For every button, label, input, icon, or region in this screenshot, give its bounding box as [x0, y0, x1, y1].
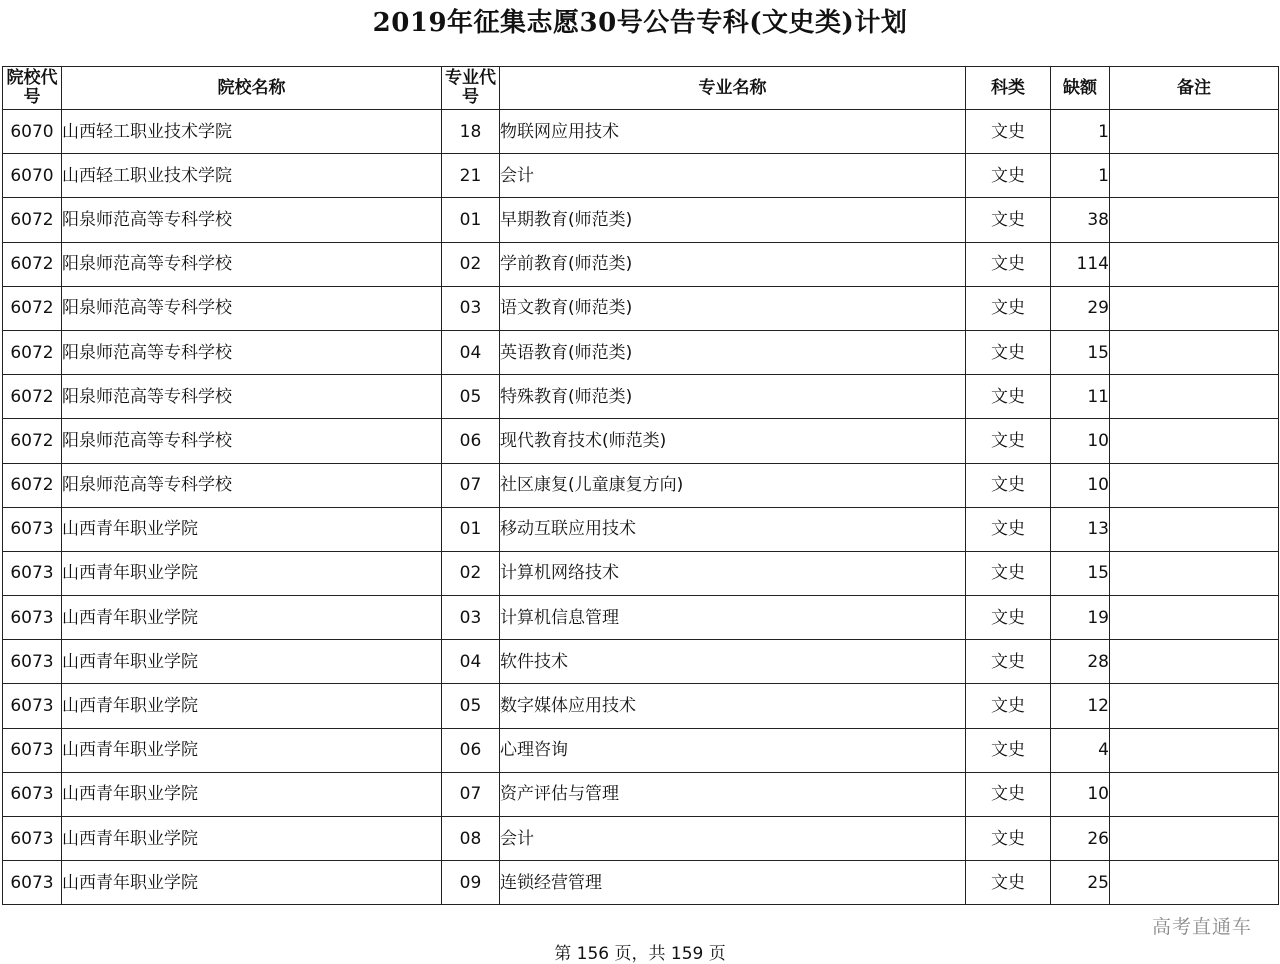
- school-name-cell: 山西青年职业学院: [62, 640, 442, 684]
- major-name-cell: 软件技术: [500, 640, 966, 684]
- quota-cell: 26: [1051, 817, 1110, 861]
- major-name-cell: 资产评估与管理: [500, 772, 966, 816]
- major-code-cell: 01: [442, 198, 500, 242]
- remarks-cell: [1110, 861, 1279, 905]
- major-code-cell: 04: [442, 330, 500, 374]
- table-row: [3, 817, 1279, 861]
- quota-cell: 25: [1051, 861, 1110, 905]
- category-cell: 文史: [966, 684, 1051, 728]
- major-code-cell: 04: [442, 640, 500, 684]
- school-code-cell: 6070: [3, 110, 62, 154]
- remarks-cell: [1110, 198, 1279, 242]
- quota-cell: 11: [1051, 375, 1110, 419]
- school-name-cell: 山西青年职业学院: [62, 507, 442, 551]
- category-cell: 文史: [966, 110, 1051, 154]
- school-name-cell: 阳泉师范高等专科学校: [62, 419, 442, 463]
- major-name-cell: 英语教育(师范类): [500, 330, 966, 374]
- table-row: [3, 640, 1279, 684]
- school-name-cell: 阳泉师范高等专科学校: [62, 198, 442, 242]
- remarks-cell: [1110, 728, 1279, 772]
- major-code-cell: 02: [442, 242, 500, 286]
- school-name-cell: 山西青年职业学院: [62, 728, 442, 772]
- quota-cell: 15: [1051, 330, 1110, 374]
- major-name-cell: 现代教育技术(师范类): [500, 419, 966, 463]
- table-body: [3, 110, 1279, 905]
- major-name-cell: 会计: [500, 154, 966, 198]
- major-name-cell: 移动互联应用技术: [500, 507, 966, 551]
- category-cell: 文史: [966, 154, 1051, 198]
- quota-cell: 10: [1051, 419, 1110, 463]
- school-code-cell: 6072: [3, 286, 62, 330]
- remarks-cell: [1110, 684, 1279, 728]
- school-code-cell: 6073: [3, 507, 62, 551]
- table-row: [3, 772, 1279, 816]
- header-remarks: 备注: [1110, 67, 1279, 110]
- quota-cell: 29: [1051, 286, 1110, 330]
- remarks-cell: [1110, 463, 1279, 507]
- school-name-cell: 山西青年职业学院: [62, 684, 442, 728]
- header-school-name: 院校名称: [62, 67, 442, 110]
- major-code-cell: 18: [442, 110, 500, 154]
- table-row: [3, 728, 1279, 772]
- category-cell: 文史: [966, 375, 1051, 419]
- category-cell: 文史: [966, 198, 1051, 242]
- category-cell: 文史: [966, 330, 1051, 374]
- remarks-cell: [1110, 772, 1279, 816]
- major-code-cell: 03: [442, 286, 500, 330]
- remarks-cell: [1110, 817, 1279, 861]
- header-quota: 缺额: [1051, 67, 1110, 110]
- quota-cell: 19: [1051, 596, 1110, 640]
- major-name-cell: 计算机网络技术: [500, 551, 966, 595]
- school-code-cell: 6073: [3, 684, 62, 728]
- school-code-cell: 6073: [3, 817, 62, 861]
- table-row: [3, 861, 1279, 905]
- school-name-cell: 山西青年职业学院: [62, 861, 442, 905]
- major-name-cell: 数字媒体应用技术: [500, 684, 966, 728]
- school-name-cell: 阳泉师范高等专科学校: [62, 463, 442, 507]
- quota-cell: 38: [1051, 198, 1110, 242]
- school-code-cell: 6073: [3, 596, 62, 640]
- remarks-cell: [1110, 507, 1279, 551]
- school-code-cell: 6073: [3, 728, 62, 772]
- school-name-cell: 山西青年职业学院: [62, 817, 442, 861]
- major-code-cell: 21: [442, 154, 500, 198]
- school-code-cell: 6073: [3, 861, 62, 905]
- quota-cell: 10: [1051, 463, 1110, 507]
- school-name-cell: 阳泉师范高等专科学校: [62, 286, 442, 330]
- major-name-cell: 物联网应用技术: [500, 110, 966, 154]
- school-name-cell: 阳泉师范高等专科学校: [62, 330, 442, 374]
- quota-cell: 1: [1051, 154, 1110, 198]
- school-name-cell: 山西青年职业学院: [62, 551, 442, 595]
- remarks-cell: [1110, 551, 1279, 595]
- school-code-cell: 6073: [3, 772, 62, 816]
- major-code-cell: 01: [442, 507, 500, 551]
- table-row: [3, 551, 1279, 595]
- school-code-cell: 6070: [3, 154, 62, 198]
- category-cell: 文史: [966, 551, 1051, 595]
- major-name-cell: 社区康复(儿童康复方向): [500, 463, 966, 507]
- table-row: [3, 375, 1279, 419]
- major-code-cell: 07: [442, 463, 500, 507]
- major-name-cell: 心理咨询: [500, 728, 966, 772]
- table-row: [3, 684, 1279, 728]
- remarks-cell: [1110, 242, 1279, 286]
- table-header-row: [3, 67, 1279, 110]
- remarks-cell: [1110, 640, 1279, 684]
- category-cell: 文史: [966, 640, 1051, 684]
- header-major-name: 专业名称: [500, 67, 966, 110]
- major-code-cell: 05: [442, 684, 500, 728]
- page-footer: 第 156 页，共 159 页: [554, 944, 726, 964]
- school-code-cell: 6072: [3, 375, 62, 419]
- watermark: 高考直通车: [1151, 916, 1252, 938]
- quota-cell: 12: [1051, 684, 1110, 728]
- major-name-cell: 会计: [500, 817, 966, 861]
- category-cell: 文史: [966, 419, 1051, 463]
- major-code-cell: 03: [442, 596, 500, 640]
- remarks-cell: [1110, 419, 1279, 463]
- category-cell: 文史: [966, 463, 1051, 507]
- category-cell: 文史: [966, 596, 1051, 640]
- quota-cell: 28: [1051, 640, 1110, 684]
- category-cell: 文史: [966, 772, 1051, 816]
- school-code-cell: 6072: [3, 463, 62, 507]
- category-cell: 文史: [966, 507, 1051, 551]
- major-name-cell: 早期教育(师范类): [500, 198, 966, 242]
- category-cell: 文史: [966, 728, 1051, 772]
- category-cell: 文史: [966, 817, 1051, 861]
- header-category: 科类: [966, 67, 1051, 110]
- remarks-cell: [1110, 596, 1279, 640]
- header-school-code: 院校代号: [3, 67, 62, 110]
- major-name-cell: 语文教育(师范类): [500, 286, 966, 330]
- school-name-cell: 山西轻工职业技术学院: [62, 154, 442, 198]
- school-name-cell: 山西青年职业学院: [62, 772, 442, 816]
- category-cell: 文史: [966, 242, 1051, 286]
- remarks-cell: [1110, 330, 1279, 374]
- quota-cell: 13: [1051, 507, 1110, 551]
- table-row: [3, 419, 1279, 463]
- table-row: [3, 330, 1279, 374]
- school-code-cell: 6072: [3, 419, 62, 463]
- major-name-cell: 计算机信息管理: [500, 596, 966, 640]
- school-name-cell: 阳泉师范高等专科学校: [62, 375, 442, 419]
- major-code-cell: 05: [442, 375, 500, 419]
- major-code-cell: 07: [442, 772, 500, 816]
- major-code-cell: 02: [442, 551, 500, 595]
- major-code-cell: 09: [442, 861, 500, 905]
- major-name-cell: 特殊教育(师范类): [500, 375, 966, 419]
- remarks-cell: [1110, 110, 1279, 154]
- major-name-cell: 连锁经营管理: [500, 861, 966, 905]
- page-title: 2019年征集志愿30号公告专科(文史类)计划: [372, 8, 908, 38]
- table-row: [3, 154, 1279, 198]
- quota-cell: 4: [1051, 728, 1110, 772]
- major-code-cell: 06: [442, 419, 500, 463]
- remarks-cell: [1110, 154, 1279, 198]
- table-row: [3, 463, 1279, 507]
- table-row: [3, 596, 1279, 640]
- quota-cell: 15: [1051, 551, 1110, 595]
- school-name-cell: 山西轻工职业技术学院: [62, 110, 442, 154]
- table-row: [3, 110, 1279, 154]
- table-row: [3, 507, 1279, 551]
- school-code-cell: 6073: [3, 640, 62, 684]
- school-name-cell: 阳泉师范高等专科学校: [62, 242, 442, 286]
- header-major-code: 专业代号: [442, 67, 500, 110]
- school-code-cell: 6072: [3, 198, 62, 242]
- quota-cell: 1: [1051, 110, 1110, 154]
- school-name-cell: 山西青年职业学院: [62, 596, 442, 640]
- enrollment-plan-table: [2, 66, 1279, 905]
- remarks-cell: [1110, 286, 1279, 330]
- category-cell: 文史: [966, 286, 1051, 330]
- category-cell: 文史: [966, 861, 1051, 905]
- table-row: [3, 286, 1279, 330]
- major-code-cell: 06: [442, 728, 500, 772]
- table-row: [3, 242, 1279, 286]
- quota-cell: 10: [1051, 772, 1110, 816]
- major-code-cell: 08: [442, 817, 500, 861]
- quota-cell: 114: [1051, 242, 1110, 286]
- major-name-cell: 学前教育(师范类): [500, 242, 966, 286]
- table-row: [3, 198, 1279, 242]
- school-code-cell: 6073: [3, 551, 62, 595]
- school-code-cell: 6072: [3, 242, 62, 286]
- school-code-cell: 6072: [3, 330, 62, 374]
- remarks-cell: [1110, 375, 1279, 419]
